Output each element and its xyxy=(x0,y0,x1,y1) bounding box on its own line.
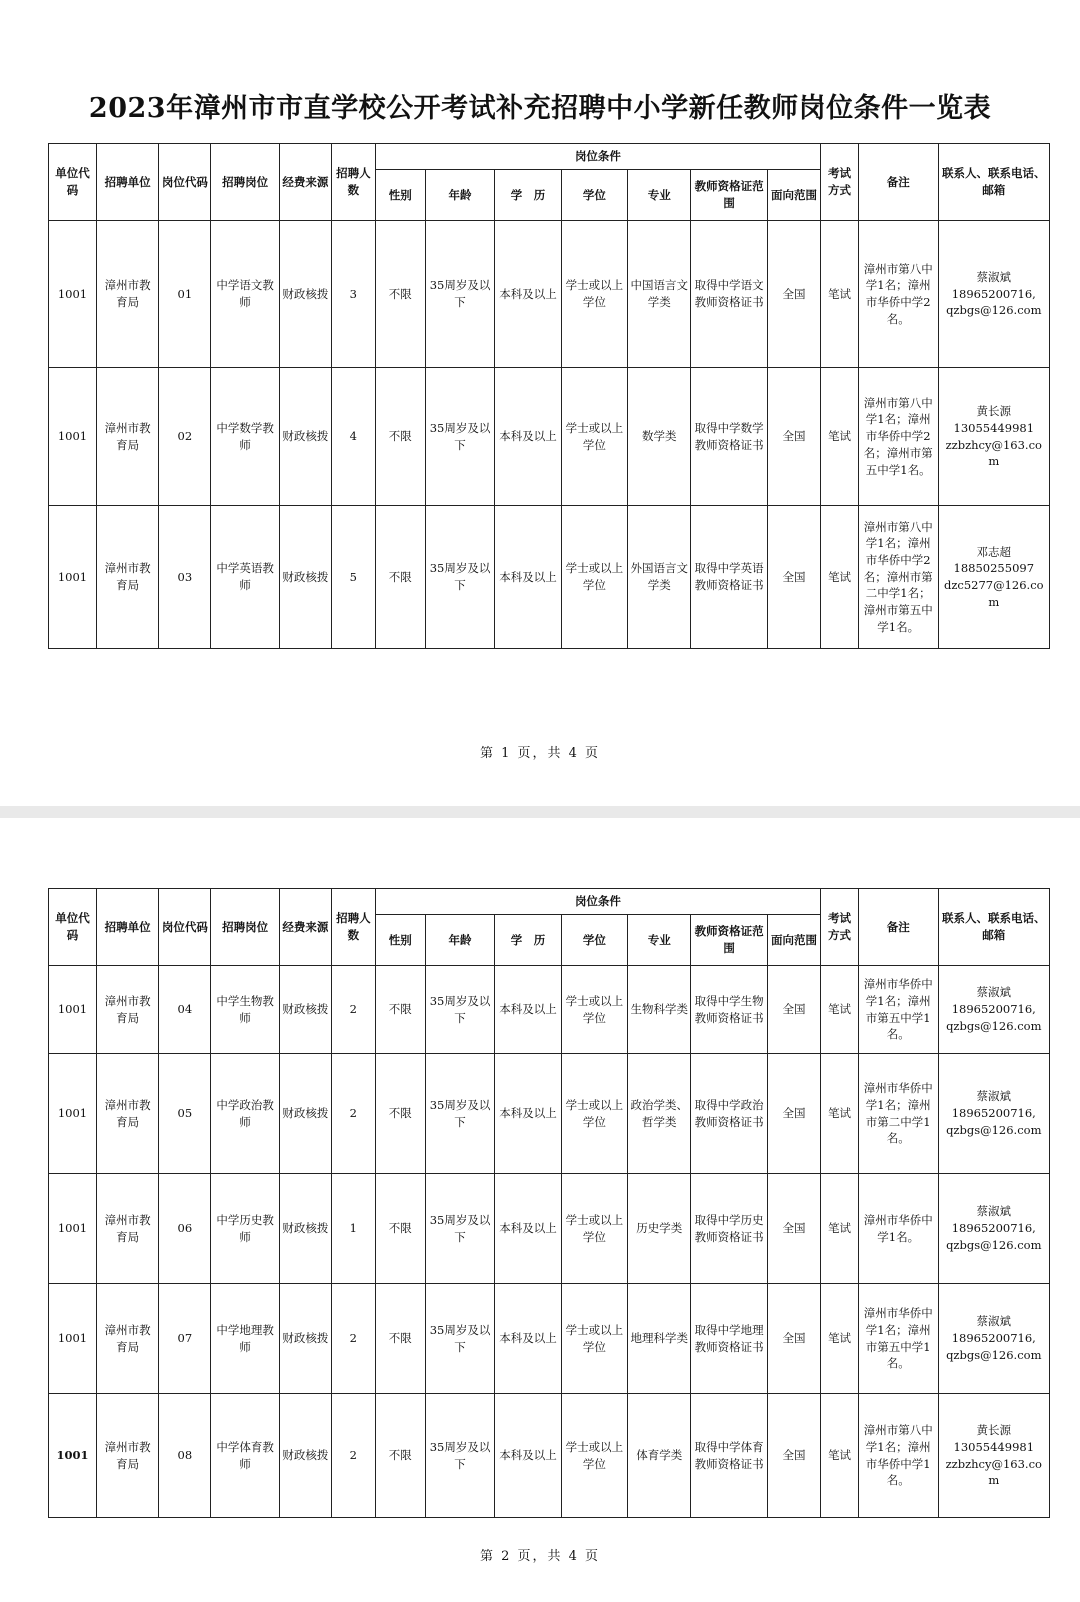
cell-education: 本科及以上 xyxy=(495,1394,561,1518)
cell-unit-code: 1001 xyxy=(49,1174,97,1284)
header-unit-code: 单位代码 xyxy=(49,889,97,966)
header-scope: 面向范围 xyxy=(767,170,820,221)
cell-funding: 财政核拨 xyxy=(279,1394,331,1518)
header-unit: 招聘单位 xyxy=(97,144,159,221)
document-page-2 xyxy=(0,818,1080,1602)
cell-unit: 漳州市教育局 xyxy=(97,1174,159,1284)
cell-degree: 学士或以上学位 xyxy=(561,221,627,368)
cell-certificate: 取得中学历史教师资格证书 xyxy=(691,1174,768,1284)
cell-gender: 不限 xyxy=(375,1174,425,1284)
cell-post-code: 05 xyxy=(159,1054,211,1174)
cell-scope: 全国 xyxy=(767,506,820,649)
contact-email: zzbzhcy@163.com xyxy=(945,437,1042,469)
contact-email: zzbzhcy@163.com xyxy=(945,1456,1042,1488)
cell-certificate: 取得中学地理教师资格证书 xyxy=(691,1284,768,1394)
cell-unit-code: 1001 xyxy=(49,966,97,1054)
cell-count: 2 xyxy=(331,966,375,1054)
contact-name: 黄长源 xyxy=(976,404,1012,419)
cell-major: 政治学类、哲学类 xyxy=(628,1054,691,1174)
cell-remarks: 漳州市第八中学1名；漳州市华侨中学2名。 xyxy=(858,221,938,368)
contact-phone: 18965200716, xyxy=(951,1106,1036,1121)
contact-phone: 18965200716, xyxy=(951,1331,1036,1346)
cell-post: 中学政治教师 xyxy=(211,1054,279,1174)
cell-contact xyxy=(938,221,1049,368)
contact-email: dzc5277@126.com xyxy=(943,578,1044,609)
cell-major: 生物科学类 xyxy=(628,966,691,1054)
header-degree: 学位 xyxy=(561,915,627,966)
cell-education: 本科及以上 xyxy=(495,1054,561,1174)
cell-certificate: 取得中学体育教师资格证书 xyxy=(691,1394,768,1518)
cell-certificate: 取得中学英语教师资格证书 xyxy=(691,506,768,649)
cell-major: 外国语言文学类 xyxy=(628,506,691,649)
cell-count: 3 xyxy=(331,221,375,368)
cell-post: 中学英语教师 xyxy=(211,506,279,649)
cell-scope: 全国 xyxy=(767,1054,820,1174)
table-row xyxy=(49,506,1050,649)
contact-phone: 13055449981 xyxy=(953,1439,1035,1454)
cell-education: 本科及以上 xyxy=(495,368,561,506)
contact-email: qzbgs@126.com xyxy=(946,1237,1042,1252)
cell-contact xyxy=(938,368,1049,506)
cell-certificate: 取得中学生物教师资格证书 xyxy=(691,966,768,1054)
cell-age: 35周岁及以下 xyxy=(425,506,494,649)
cell-exam: 笔试 xyxy=(821,368,859,506)
cell-scope: 全国 xyxy=(767,1284,820,1394)
header-funding: 经费来源 xyxy=(279,889,331,966)
cell-remarks: 漳州市第八中学1名；漳州市华侨中学2名；漳州市第二中学1名；漳州市第五中学1名。 xyxy=(858,506,938,649)
cell-count: 1 xyxy=(331,1174,375,1284)
contact-name: 蔡淑斌 xyxy=(976,269,1012,284)
cell-major: 体育学类 xyxy=(628,1394,691,1518)
positions-table-page-1 xyxy=(48,143,1050,649)
cell-contact xyxy=(938,966,1049,1054)
header-major: 专业 xyxy=(628,170,691,221)
positions-table-page-2 xyxy=(48,888,1050,1518)
cell-education: 本科及以上 xyxy=(495,966,561,1054)
cell-exam: 笔试 xyxy=(821,221,859,368)
contact-name: 蔡淑斌 xyxy=(976,985,1012,1000)
cell-count: 2 xyxy=(331,1284,375,1394)
cell-degree: 学士或以上学位 xyxy=(561,1174,627,1284)
cell-degree: 学士或以上学位 xyxy=(561,1394,627,1518)
cell-degree: 学士或以上学位 xyxy=(561,1284,627,1394)
cell-major: 中国语言文学类 xyxy=(628,221,691,368)
contact-email: qzbgs@126.com xyxy=(946,1122,1042,1137)
header-gender: 性别 xyxy=(375,915,425,966)
contact-phone: 18965200716, xyxy=(951,1221,1036,1236)
contact-name: 蔡淑斌 xyxy=(976,1089,1012,1104)
cell-count: 4 xyxy=(331,368,375,506)
cell-education: 本科及以上 xyxy=(495,506,561,649)
header-post-code: 岗位代码 xyxy=(159,144,211,221)
cell-remarks: 漳州市华侨中学1名；漳州市第五中学1名。 xyxy=(858,1284,938,1394)
contact-email: qzbgs@126.com xyxy=(946,1347,1042,1362)
cell-remarks: 漳州市华侨中学1名；漳州市第二中学1名。 xyxy=(858,1054,938,1174)
cell-post-code: 07 xyxy=(159,1284,211,1394)
cell-age: 35周岁及以下 xyxy=(425,1054,494,1174)
cell-post: 中学体育教师 xyxy=(211,1394,279,1518)
cell-scope: 全国 xyxy=(767,966,820,1054)
cell-scope: 全国 xyxy=(767,1174,820,1284)
header-unit: 招聘单位 xyxy=(97,889,159,966)
cell-post-code: 01 xyxy=(159,221,211,368)
cell-education: 本科及以上 xyxy=(495,1284,561,1394)
cell-post-code: 04 xyxy=(159,966,211,1054)
cell-degree: 学士或以上学位 xyxy=(561,506,627,649)
cell-certificate: 取得中学数学教师资格证书 xyxy=(691,368,768,506)
cell-gender: 不限 xyxy=(375,506,425,649)
contact-name: 黄长源 xyxy=(976,1423,1012,1438)
cell-remarks: 漳州市第八中学1名；漳州市华侨中学2名；漳州市第五中学1名。 xyxy=(858,368,938,506)
header-conditions: 岗位条件 xyxy=(375,144,820,170)
cell-count: 2 xyxy=(331,1394,375,1518)
cell-age: 35周岁及以下 xyxy=(425,1174,494,1284)
header-post: 招聘岗位 xyxy=(211,144,279,221)
cell-major: 历史学类 xyxy=(628,1174,691,1284)
contact-email: qzbgs@126.com xyxy=(946,1018,1042,1033)
header-education: 学 历 xyxy=(495,915,561,966)
cell-post-code: 02 xyxy=(159,368,211,506)
cell-unit: 漳州市教育局 xyxy=(97,221,159,368)
header-scope: 面向范围 xyxy=(767,915,820,966)
table-row xyxy=(49,1394,1050,1518)
cell-unit-code: 1001 xyxy=(49,368,97,506)
cell-degree: 学士或以上学位 xyxy=(561,1054,627,1174)
header-age: 年龄 xyxy=(425,915,494,966)
cell-funding: 财政核拨 xyxy=(279,368,331,506)
cell-unit-code: 1001 xyxy=(49,506,97,649)
cell-contact xyxy=(938,506,1049,649)
cell-unit: 漳州市教育局 xyxy=(97,966,159,1054)
table-row xyxy=(49,1174,1050,1284)
cell-gender: 不限 xyxy=(375,221,425,368)
cell-gender: 不限 xyxy=(375,966,425,1054)
cell-funding: 财政核拨 xyxy=(279,1174,331,1284)
cell-remarks: 漳州市第八中学1名；漳州市华侨中学1名。 xyxy=(858,1394,938,1518)
cell-unit: 漳州市教育局 xyxy=(97,1284,159,1394)
page-number: 第 1 页，共 4 页 xyxy=(479,746,601,761)
contact-name: 蔡淑斌 xyxy=(976,1314,1012,1329)
cell-age: 35周岁及以下 xyxy=(425,966,494,1054)
cell-post: 中学生物教师 xyxy=(211,966,279,1054)
cell-unit-code: 1001 xyxy=(49,1394,97,1518)
header-exam: 考试方式 xyxy=(821,144,859,221)
header-certificate: 教师资格证范围 xyxy=(691,170,768,221)
cell-unit: 漳州市教育局 xyxy=(97,368,159,506)
cell-unit-code: 1001 xyxy=(49,221,97,368)
cell-count: 2 xyxy=(331,1054,375,1174)
contact-phone: 18965200716, xyxy=(951,1002,1036,1017)
table-row xyxy=(49,221,1050,368)
cell-age: 35周岁及以下 xyxy=(425,221,494,368)
contact-phone: 13055449981 xyxy=(953,420,1035,435)
document-title: 2023年漳州市市直学校公开考试补充招聘中小学新任教师岗位条件一览表 xyxy=(88,93,992,124)
cell-education: 本科及以上 xyxy=(495,1174,561,1284)
cell-degree: 学士或以上学位 xyxy=(561,368,627,506)
cell-scope: 全国 xyxy=(767,1394,820,1518)
contact-name: 蔡淑斌 xyxy=(976,1204,1012,1219)
cell-contact xyxy=(938,1174,1049,1284)
header-remarks: 备注 xyxy=(858,889,938,966)
header-post: 招聘岗位 xyxy=(211,889,279,966)
cell-post: 中学语文教师 xyxy=(211,221,279,368)
table-row xyxy=(49,1054,1050,1174)
contact-email: qzbgs@126.com xyxy=(946,303,1042,318)
cell-major: 数学类 xyxy=(628,368,691,506)
cell-funding: 财政核拨 xyxy=(279,966,331,1054)
cell-funding: 财政核拨 xyxy=(279,506,331,649)
cell-remarks: 漳州市华侨中学1名。 xyxy=(858,1174,938,1284)
header-remarks: 备注 xyxy=(858,144,938,221)
header-unit-code: 单位代码 xyxy=(49,144,97,221)
contact-phone: 18850255097 xyxy=(953,561,1035,576)
cell-exam: 笔试 xyxy=(821,506,859,649)
header-degree: 学位 xyxy=(561,170,627,221)
header-count: 招聘人数 xyxy=(331,889,375,966)
cell-funding: 财政核拨 xyxy=(279,221,331,368)
header-conditions: 岗位条件 xyxy=(375,889,820,915)
cell-count: 5 xyxy=(331,506,375,649)
cell-age: 35周岁及以下 xyxy=(425,368,494,506)
cell-education: 本科及以上 xyxy=(495,221,561,368)
header-contact: 联系人、联系电话、邮箱 xyxy=(938,144,1049,221)
header-major: 专业 xyxy=(628,915,691,966)
table-row xyxy=(49,368,1050,506)
cell-exam: 笔试 xyxy=(821,1284,859,1394)
cell-contact xyxy=(938,1394,1049,1518)
cell-age: 35周岁及以下 xyxy=(425,1284,494,1394)
cell-age: 35周岁及以下 xyxy=(425,1394,494,1518)
cell-contact xyxy=(938,1054,1049,1174)
cell-gender: 不限 xyxy=(375,1394,425,1518)
cell-post: 中学地理教师 xyxy=(211,1284,279,1394)
cell-gender: 不限 xyxy=(375,368,425,506)
cell-post: 中学数学教师 xyxy=(211,368,279,506)
header-age: 年龄 xyxy=(425,170,494,221)
cell-remarks: 漳州市华侨中学1名；漳州市第五中学1名。 xyxy=(858,966,938,1054)
cell-post-code: 06 xyxy=(159,1174,211,1284)
cell-post: 中学历史教师 xyxy=(211,1174,279,1284)
cell-unit-code: 1001 xyxy=(49,1054,97,1174)
cell-certificate: 取得中学语文教师资格证书 xyxy=(691,221,768,368)
cell-unit-code: 1001 xyxy=(49,1284,97,1394)
header-funding: 经费来源 xyxy=(279,144,331,221)
cell-funding: 财政核拨 xyxy=(279,1054,331,1174)
cell-unit: 漳州市教育局 xyxy=(97,506,159,649)
cell-exam: 笔试 xyxy=(821,1394,859,1518)
cell-unit: 漳州市教育局 xyxy=(97,1054,159,1174)
header-gender: 性别 xyxy=(375,170,425,221)
cell-exam: 笔试 xyxy=(821,966,859,1054)
cell-gender: 不限 xyxy=(375,1284,425,1394)
cell-unit: 漳州市教育局 xyxy=(97,1394,159,1518)
header-post-code: 岗位代码 xyxy=(159,889,211,966)
contact-name: 邓志超 xyxy=(976,544,1012,559)
cell-exam: 笔试 xyxy=(821,1174,859,1284)
cell-degree: 学士或以上学位 xyxy=(561,966,627,1054)
cell-major: 地理科学类 xyxy=(628,1284,691,1394)
cell-exam: 笔试 xyxy=(821,1054,859,1174)
header-certificate: 教师资格证范围 xyxy=(691,915,768,966)
table-row xyxy=(49,966,1050,1054)
contact-phone: 18965200716, xyxy=(951,286,1036,301)
cell-funding: 财政核拨 xyxy=(279,1284,331,1394)
cell-gender: 不限 xyxy=(375,1054,425,1174)
table-row xyxy=(49,1284,1050,1394)
header-count: 招聘人数 xyxy=(331,144,375,221)
cell-contact xyxy=(938,1284,1049,1394)
cell-certificate: 取得中学政治教师资格证书 xyxy=(691,1054,768,1174)
page-number: 第 2 页，共 4 页 xyxy=(479,1549,601,1564)
cell-scope: 全国 xyxy=(767,221,820,368)
header-contact: 联系人、联系电话、邮箱 xyxy=(938,889,1049,966)
cell-post-code: 03 xyxy=(159,506,211,649)
header-exam: 考试方式 xyxy=(821,889,859,966)
cell-post-code: 08 xyxy=(159,1394,211,1518)
cell-scope: 全国 xyxy=(767,368,820,506)
header-education: 学 历 xyxy=(495,170,561,221)
